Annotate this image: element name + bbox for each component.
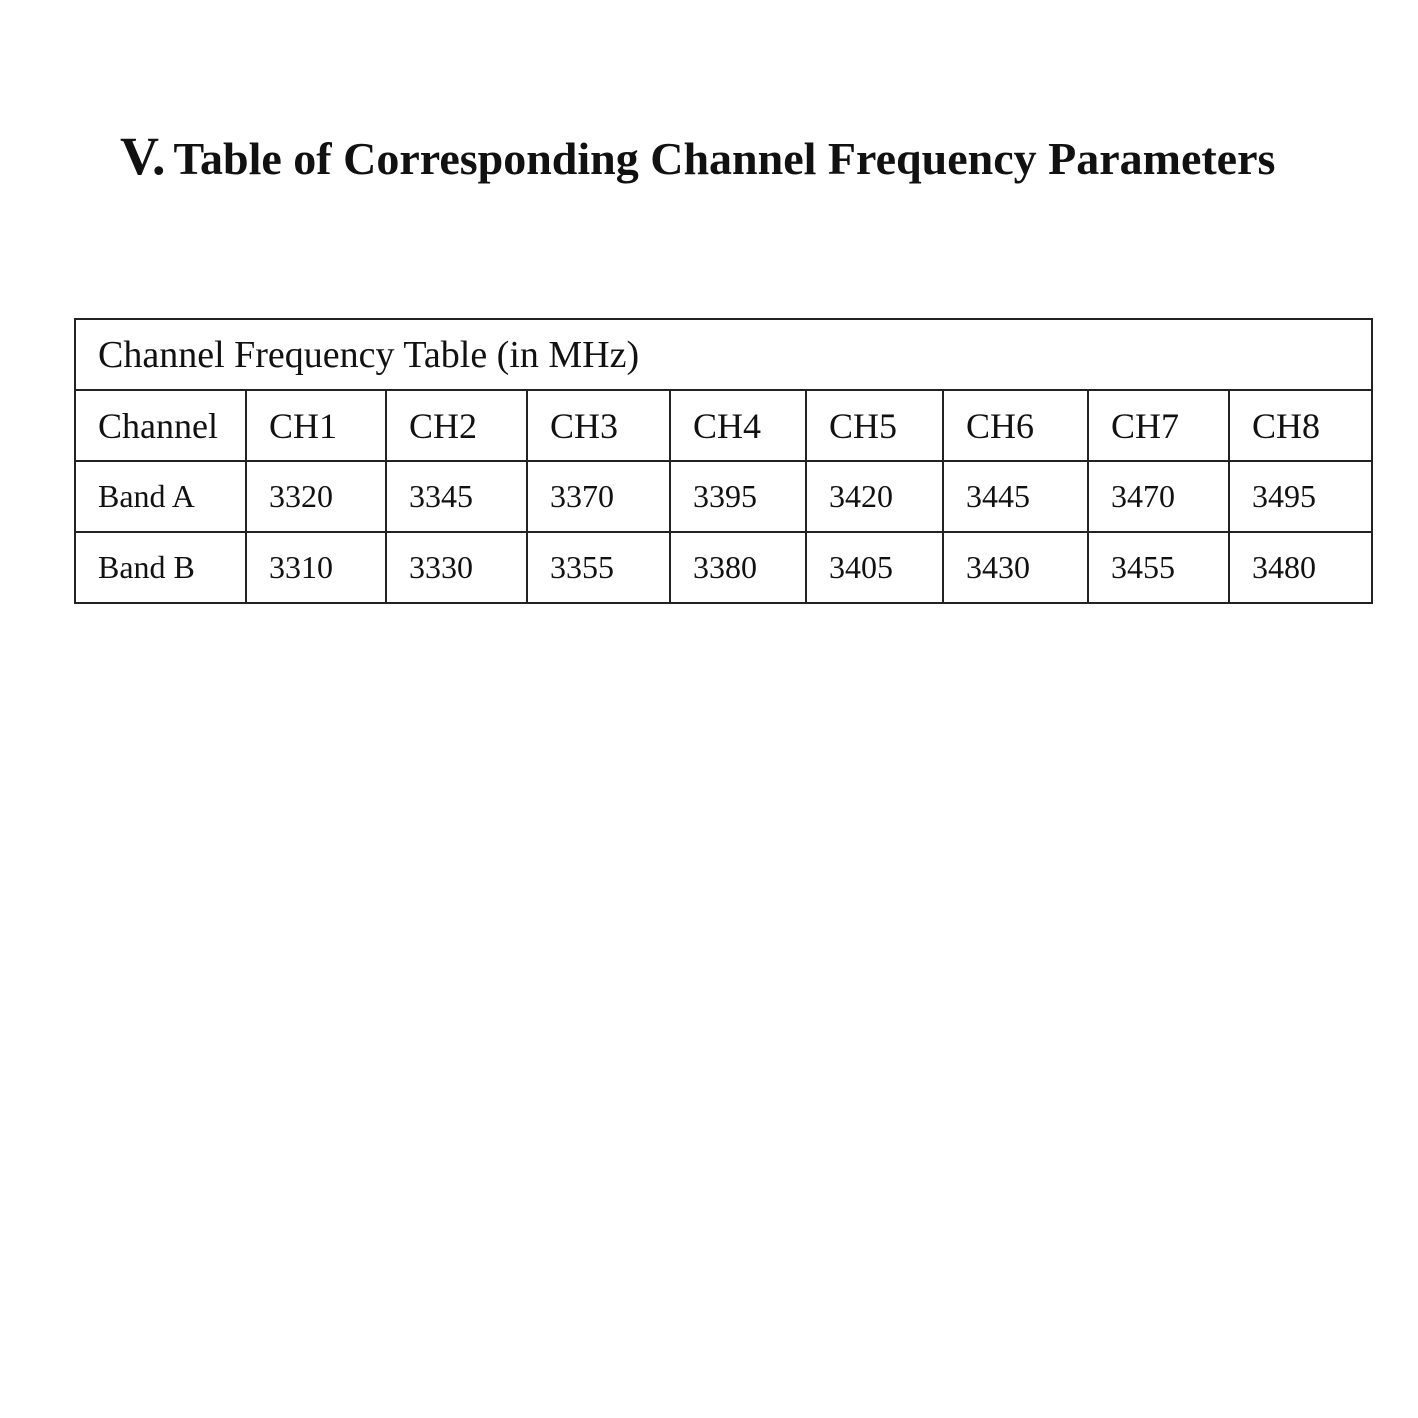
table-cell: 3355 — [527, 532, 670, 603]
table-cell: 3370 — [527, 461, 670, 532]
table-header-row — [75, 390, 1372, 461]
header-cell: CH6 — [943, 390, 1088, 461]
channel-frequency-table — [74, 318, 1373, 604]
table-cell: 3320 — [246, 461, 386, 532]
header-cell: CH1 — [246, 390, 386, 461]
table-cell: 3330 — [386, 532, 527, 603]
row-label: Band B — [75, 532, 246, 603]
table-cell: 3380 — [670, 532, 806, 603]
table-cell: 3395 — [670, 461, 806, 532]
table-caption: Channel Frequency Table (in MHz) — [75, 319, 1372, 390]
table-cell: 3480 — [1229, 532, 1372, 603]
header-cell: CH3 — [527, 390, 670, 461]
table-cell: 3455 — [1088, 532, 1229, 603]
table-cell: 3470 — [1088, 461, 1229, 532]
section-number: V. — [120, 126, 166, 186]
header-cell: CH4 — [670, 390, 806, 461]
table-caption-row — [75, 319, 1372, 390]
table-cell: 3445 — [943, 461, 1088, 532]
table-row-band-a — [75, 461, 1372, 532]
row-label: Band A — [75, 461, 246, 532]
table-row-band-b — [75, 532, 1372, 603]
table-cell: 3420 — [806, 461, 943, 532]
header-label: Channel — [75, 390, 246, 461]
section-title: Table of Corresponding Channel Frequency Parameters — [173, 133, 1276, 184]
table-cell: 3495 — [1229, 461, 1372, 532]
table-cell: 3310 — [246, 532, 386, 603]
header-cell: CH8 — [1229, 390, 1372, 461]
table-cell: 3405 — [806, 532, 943, 603]
header-cell: CH5 — [806, 390, 943, 461]
table-cell: 3430 — [943, 532, 1088, 603]
header-cell: CH2 — [386, 390, 527, 461]
table-cell: 3345 — [386, 461, 527, 532]
header-cell: CH7 — [1088, 390, 1229, 461]
section-heading — [120, 122, 1300, 193]
